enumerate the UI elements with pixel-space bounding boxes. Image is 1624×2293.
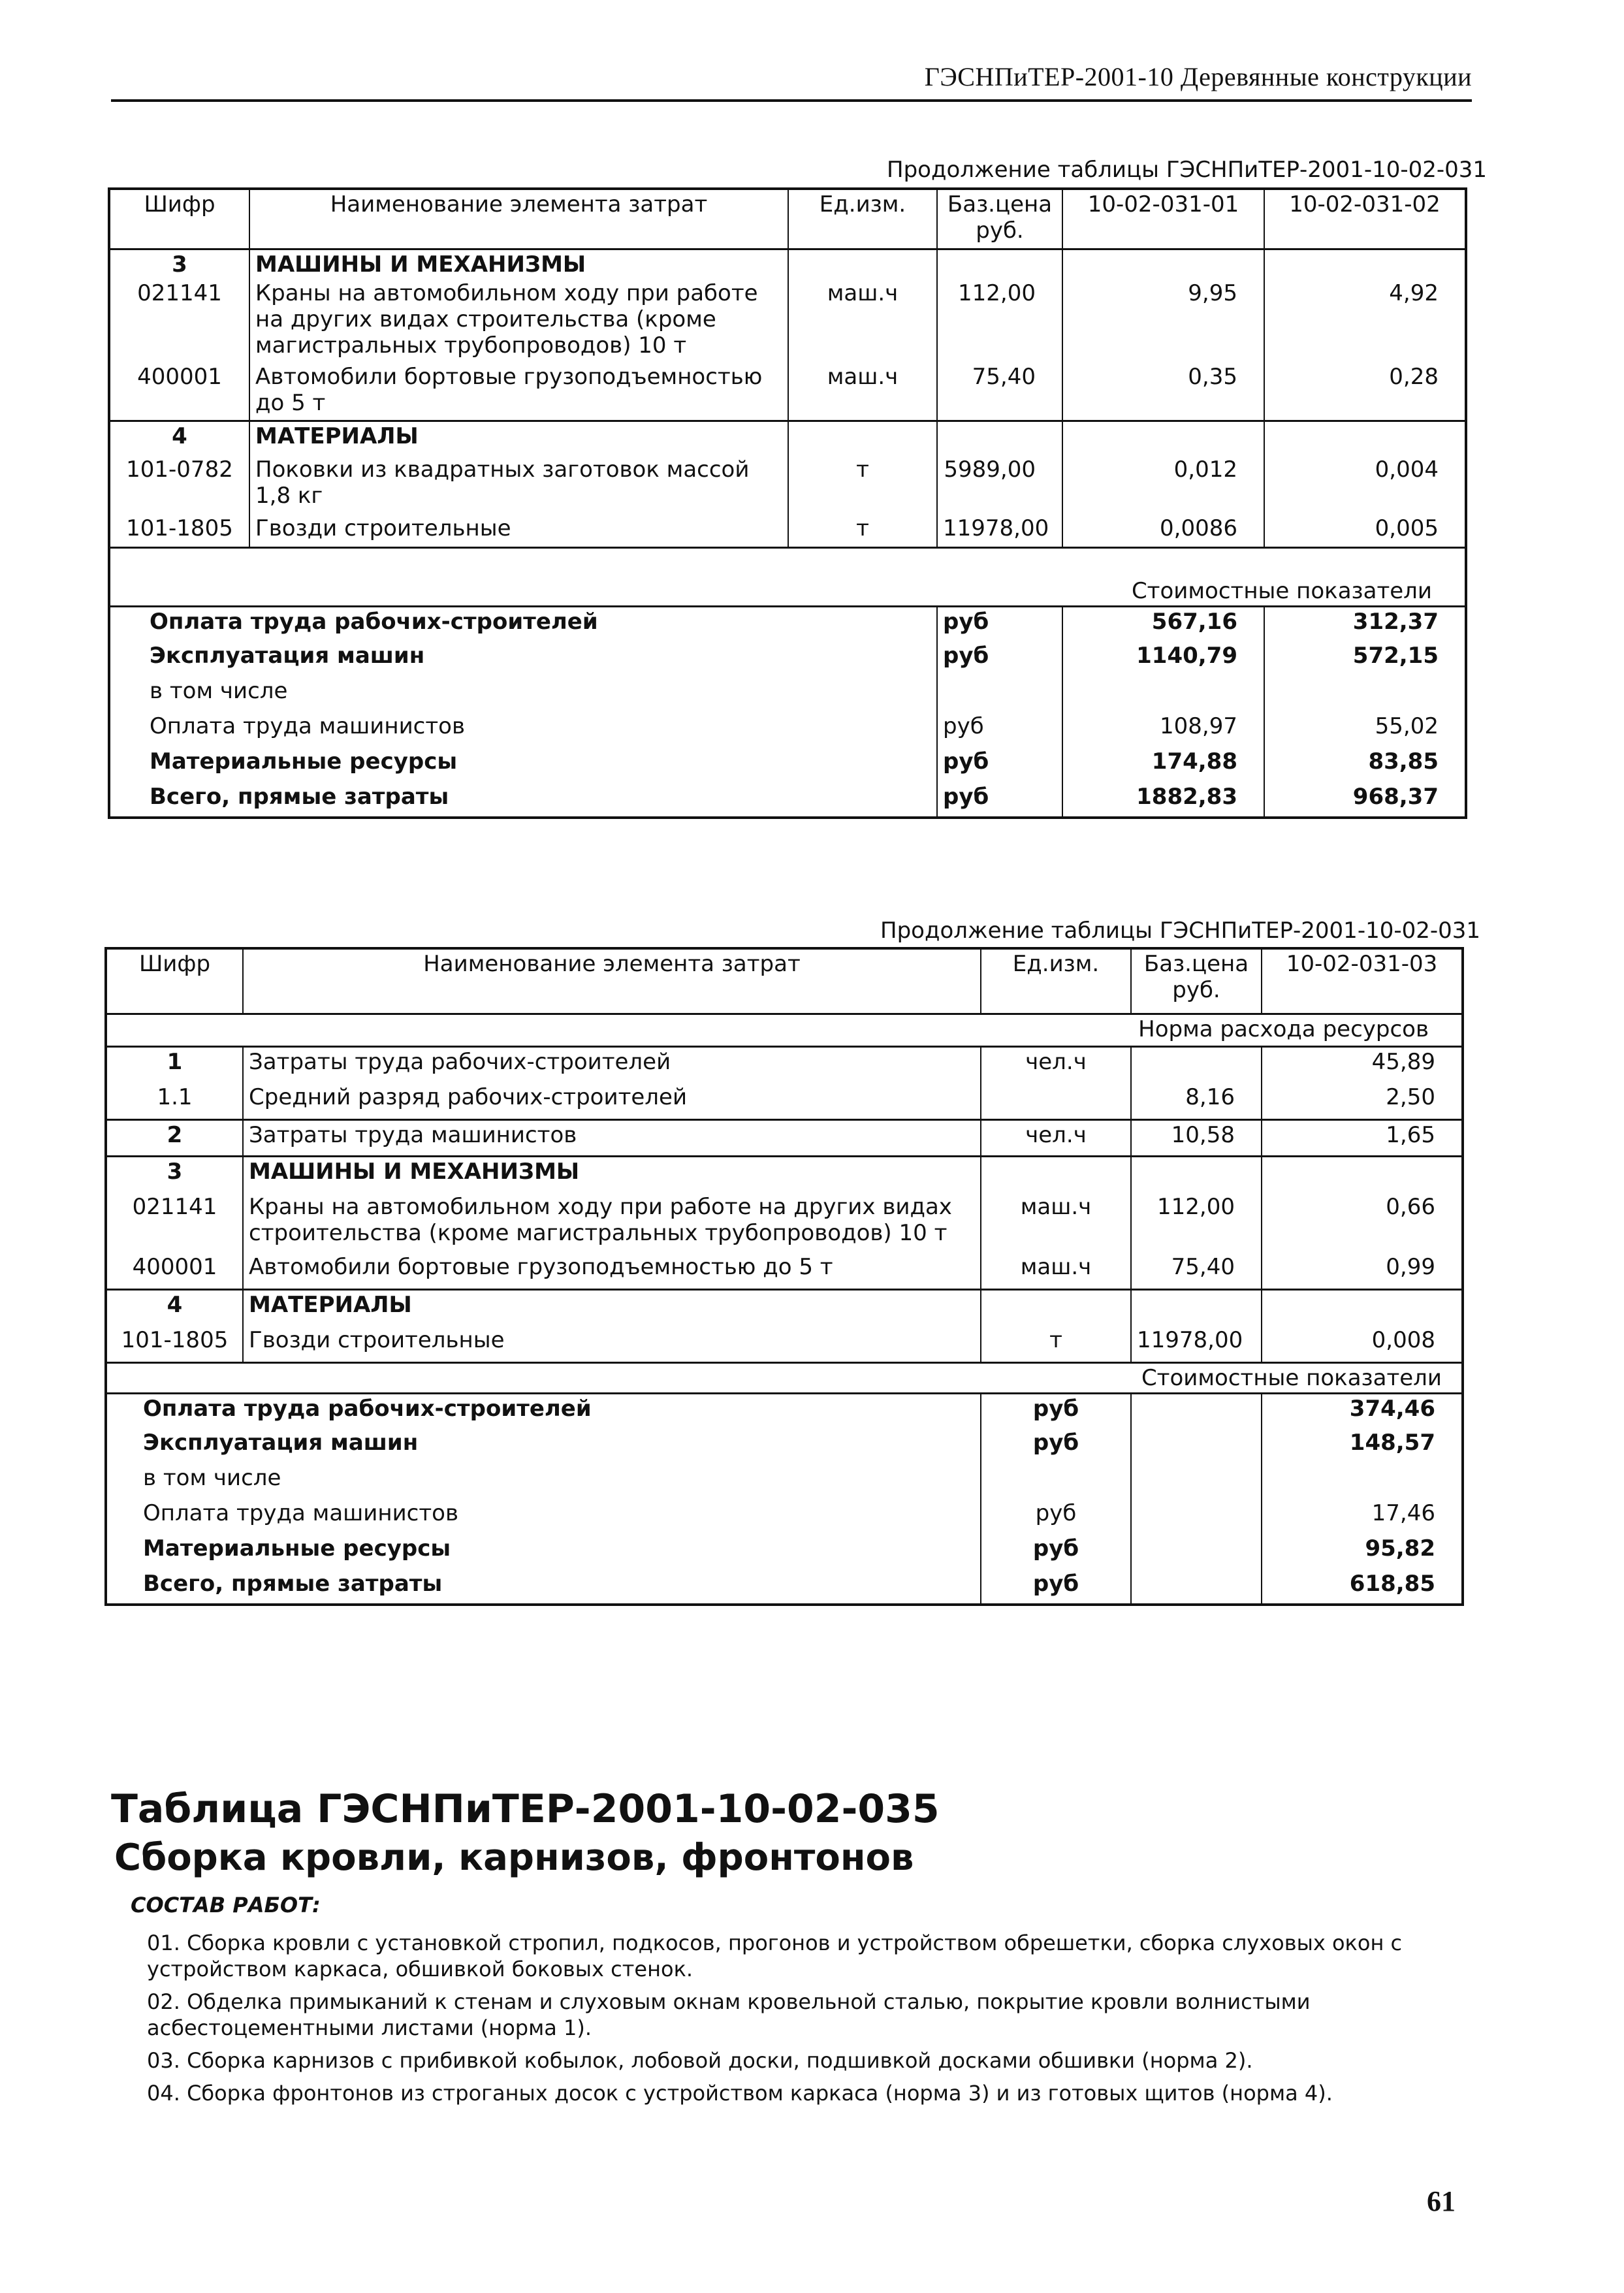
row-unit: т bbox=[981, 1326, 1131, 1362]
totals-empty bbox=[1131, 1534, 1262, 1569]
row-code: 021141 bbox=[106, 1193, 243, 1253]
row-price: 11978,00 bbox=[1131, 1326, 1262, 1362]
row-name: Краны на автомобильном ходу при работе на других видах строительства (кроме магистральных трубопроводов) 10 т bbox=[249, 279, 788, 362]
row-value-01: 9,95 bbox=[1062, 279, 1264, 362]
header-unit: Ед.изм. bbox=[981, 948, 1131, 1014]
header-col-02: 10-02-031-02 bbox=[1264, 189, 1466, 249]
work-item: 02. Обделка примыканий к стенам и слуховым окнам кровельной сталью, покрытие кровли волнистыми асбестоцементными листами (норма 1). bbox=[147, 1989, 1311, 2040]
row-name: Автомобили бортовые грузоподъемностью до 5 т bbox=[243, 1253, 981, 1289]
totals-value-03: 148,57 bbox=[1262, 1428, 1463, 1464]
totals-unit: руб bbox=[981, 1569, 1131, 1605]
totals-label: Оплата труда рабочих-строителей bbox=[106, 1393, 981, 1428]
row-name: Средний разряд рабочих-строителей bbox=[243, 1083, 981, 1119]
totals-value-03: 95,82 bbox=[1262, 1534, 1463, 1569]
section-subtitle: Сборка кровли, карнизов, фронтонов bbox=[114, 1836, 914, 1879]
row-unit: маш.ч bbox=[981, 1193, 1131, 1253]
header-name: Наименование элемента затрат bbox=[243, 948, 981, 1014]
row-code: 101-0782 bbox=[109, 455, 249, 514]
row-name: Гвозди строительные bbox=[249, 514, 788, 548]
row-unit bbox=[981, 1289, 1131, 1326]
totals-value-01: 108,97 bbox=[1062, 712, 1264, 747]
table-row bbox=[106, 1253, 1463, 1289]
totals-unit: руб bbox=[937, 641, 1062, 677]
totals-empty bbox=[1131, 1464, 1262, 1499]
row-name: Затраты труда машинистов bbox=[243, 1119, 981, 1156]
row-value-01 bbox=[1062, 249, 1264, 279]
header-code: Шифр bbox=[109, 189, 249, 249]
totals-row bbox=[106, 1499, 1463, 1534]
row-name: Автомобили бортовые грузоподъемностью до 5 т bbox=[249, 362, 788, 421]
totals-label: Оплата труда машинистов bbox=[106, 1499, 981, 1534]
row-code: 101-1805 bbox=[109, 514, 249, 548]
totals-unit: руб bbox=[937, 712, 1062, 747]
row-unit: маш.ч bbox=[981, 1253, 1131, 1289]
row-price: 8,16 bbox=[1131, 1083, 1262, 1119]
totals-value-02: 968,37 bbox=[1264, 782, 1466, 818]
work-item: 04. Сборка фронтонов из строганых досок с устройством каркаса (норма 3) и из готовых щитов (норма 4). bbox=[147, 2081, 1333, 2106]
totals-unit: руб bbox=[937, 606, 1062, 641]
row-code: 3 bbox=[109, 249, 249, 279]
header-unit: Ед.изм. bbox=[788, 189, 937, 249]
totals-unit: руб bbox=[937, 747, 1062, 782]
row-value-02 bbox=[1264, 249, 1466, 279]
table1-cost-label-row bbox=[109, 577, 1466, 607]
totals-row bbox=[106, 1393, 1463, 1428]
row-value-02: 0,005 bbox=[1264, 514, 1466, 548]
row-price bbox=[1131, 1289, 1262, 1326]
works-heading: СОСТАВ РАБОТ: bbox=[131, 1893, 321, 1917]
totals-label: в том числе bbox=[109, 677, 937, 712]
table-row bbox=[106, 1046, 1463, 1083]
totals-empty bbox=[1131, 1393, 1262, 1428]
totals-value-01: 1140,79 bbox=[1062, 641, 1264, 677]
row-price: 112,00 bbox=[1131, 1193, 1262, 1253]
totals-value-01 bbox=[1062, 677, 1264, 712]
totals-row bbox=[106, 1569, 1463, 1605]
row-name: Затраты труда рабочих-строителей bbox=[243, 1046, 981, 1083]
header-code: Шифр bbox=[106, 948, 243, 1014]
row-value-03: 0,66 bbox=[1262, 1193, 1463, 1253]
table-row bbox=[109, 279, 1466, 362]
row-value-03 bbox=[1262, 1289, 1463, 1326]
totals-label: Материальные ресурсы bbox=[106, 1534, 981, 1569]
totals-row bbox=[106, 1534, 1463, 1569]
row-price bbox=[937, 249, 1062, 279]
row-code: 400001 bbox=[106, 1253, 243, 1289]
totals-label: в том числе bbox=[106, 1464, 981, 1499]
table-row bbox=[109, 421, 1466, 455]
totals-value-02: 572,15 bbox=[1264, 641, 1466, 677]
row-unit bbox=[981, 1156, 1131, 1193]
spacer-cell bbox=[109, 548, 1466, 577]
table-row bbox=[106, 1326, 1463, 1362]
table-row bbox=[109, 514, 1466, 548]
row-name: МАШИНЫ И МЕХАНИЗМЫ bbox=[249, 249, 788, 279]
totals-value-03: 17,46 bbox=[1262, 1499, 1463, 1534]
row-code: 3 bbox=[106, 1156, 243, 1193]
row-price bbox=[1131, 1046, 1262, 1083]
table2-cost-label-row bbox=[106, 1362, 1463, 1393]
table-row bbox=[106, 1193, 1463, 1253]
totals-value-01: 567,16 bbox=[1062, 606, 1264, 641]
table2-header-row bbox=[106, 948, 1463, 1014]
header-price: Баз.цена руб. bbox=[937, 189, 1062, 249]
table-row bbox=[106, 1289, 1463, 1326]
row-unit bbox=[788, 249, 937, 279]
section-title: Таблица ГЭСНПиТЕР-2001-10-02-035 bbox=[111, 1786, 940, 1832]
row-unit: т bbox=[788, 514, 937, 548]
table-row bbox=[106, 1119, 1463, 1156]
header-col-01: 10-02-031-01 bbox=[1062, 189, 1264, 249]
cost-label: Стоимостные показатели bbox=[109, 577, 1466, 607]
row-price: 112,00 bbox=[937, 279, 1062, 362]
totals-value-02: 55,02 bbox=[1264, 712, 1466, 747]
totals-row bbox=[109, 641, 1466, 677]
works-list bbox=[147, 1930, 1453, 2113]
work-item: 01. Сборка кровли с установкой стропил, подкосов, прогонов и устройством обрешетки, сборка слуховых окон с устройством каркаса, обшивкой боковых стенок. bbox=[147, 1931, 1403, 1981]
norm-label: Норма расхода ресурсов bbox=[106, 1014, 1463, 1046]
cost-label: Стоимостные показатели bbox=[106, 1362, 1463, 1393]
row-code: 101-1805 bbox=[106, 1326, 243, 1362]
row-name: МАТЕРИАЛЫ bbox=[243, 1289, 981, 1326]
row-unit: маш.ч bbox=[788, 279, 937, 362]
totals-value-02: 312,37 bbox=[1264, 606, 1466, 641]
table-row bbox=[109, 249, 1466, 279]
totals-unit bbox=[937, 677, 1062, 712]
totals-label: Эксплуатация машин bbox=[106, 1428, 981, 1464]
totals-row bbox=[106, 1428, 1463, 1464]
totals-value-03: 618,85 bbox=[1262, 1569, 1463, 1605]
page-number: 61 bbox=[1427, 2185, 1456, 2217]
row-unit: чел.ч bbox=[981, 1046, 1131, 1083]
totals-label: Оплата труда рабочих-строителей bbox=[109, 606, 937, 641]
totals-unit: руб bbox=[937, 782, 1062, 818]
totals-value-01: 1882,83 bbox=[1062, 782, 1264, 818]
row-value-03: 2,50 bbox=[1262, 1083, 1463, 1119]
totals-value-03 bbox=[1262, 1464, 1463, 1499]
row-unit: чел.ч bbox=[981, 1119, 1131, 1156]
totals-unit: руб bbox=[981, 1499, 1131, 1534]
row-price: 5989,00 bbox=[937, 455, 1062, 514]
row-name: Гвозди строительные bbox=[243, 1326, 981, 1362]
row-code: 400001 bbox=[109, 362, 249, 421]
totals-row bbox=[109, 677, 1466, 712]
row-name: Поковки из квадратных заготовок массой 1,8 кг bbox=[249, 455, 788, 514]
row-value-03: 0,99 bbox=[1262, 1253, 1463, 1289]
row-unit bbox=[981, 1083, 1131, 1119]
totals-value-01: 174,88 bbox=[1062, 747, 1264, 782]
totals-unit: руб bbox=[981, 1428, 1131, 1464]
totals-value-03: 374,46 bbox=[1262, 1393, 1463, 1428]
row-unit bbox=[788, 421, 937, 455]
totals-label: Материальные ресурсы bbox=[109, 747, 937, 782]
table1 bbox=[108, 187, 1467, 819]
row-value-03 bbox=[1262, 1156, 1463, 1193]
table1-spacer bbox=[109, 548, 1466, 577]
header-price: Баз.цена руб. bbox=[1131, 948, 1262, 1014]
row-value-01: 0,0086 bbox=[1062, 514, 1264, 548]
totals-empty bbox=[1131, 1499, 1262, 1534]
row-value-01: 0,012 bbox=[1062, 455, 1264, 514]
row-price: 11978,00 bbox=[937, 514, 1062, 548]
totals-label: Всего, прямые затраты bbox=[106, 1569, 981, 1605]
table-row bbox=[109, 362, 1466, 421]
totals-value-02 bbox=[1264, 677, 1466, 712]
work-item: 03. Сборка карнизов с прибивкой кобылок, лобовой доски, подшивкой досками обшивки (норма 2). bbox=[147, 2048, 1253, 2073]
totals-value-02: 83,85 bbox=[1264, 747, 1466, 782]
row-value-01 bbox=[1062, 421, 1264, 455]
row-value-02: 4,92 bbox=[1264, 279, 1466, 362]
row-value-03: 45,89 bbox=[1262, 1046, 1463, 1083]
row-price: 75,40 bbox=[1131, 1253, 1262, 1289]
row-value-02 bbox=[1264, 421, 1466, 455]
totals-row bbox=[109, 782, 1466, 818]
totals-row bbox=[109, 606, 1466, 641]
totals-unit bbox=[981, 1464, 1131, 1499]
totals-row bbox=[106, 1464, 1463, 1499]
row-price bbox=[1131, 1156, 1262, 1193]
row-value-03: 1,65 bbox=[1262, 1119, 1463, 1156]
table2 bbox=[104, 947, 1464, 1606]
header-text: ГЭСНПиТЕР-2001-10 Деревянные конструкции bbox=[924, 62, 1472, 91]
row-code: 4 bbox=[109, 421, 249, 455]
row-name: МАШИНЫ И МЕХАНИЗМЫ bbox=[243, 1156, 981, 1193]
row-name: Краны на автомобильном ходу при работе на других видах строительства (кроме магистральных трубопроводов) 10 т bbox=[243, 1193, 981, 1253]
row-unit: т bbox=[788, 455, 937, 514]
row-value-02: 0,28 bbox=[1264, 362, 1466, 421]
table-row bbox=[106, 1156, 1463, 1193]
totals-unit: руб bbox=[981, 1534, 1131, 1569]
row-code: 1.1 bbox=[106, 1083, 243, 1119]
row-price: 10,58 bbox=[1131, 1119, 1262, 1156]
row-price bbox=[937, 421, 1062, 455]
row-code: 4 bbox=[106, 1289, 243, 1326]
row-unit: маш.ч bbox=[788, 362, 937, 421]
row-price: 75,40 bbox=[937, 362, 1062, 421]
table2-caption: Продолжение таблицы ГЭСНПиТЕР-2001-10-02-031 bbox=[880, 918, 1481, 944]
totals-row bbox=[109, 712, 1466, 747]
page-header bbox=[111, 60, 1472, 102]
table-row bbox=[109, 455, 1466, 514]
row-name: МАТЕРИАЛЫ bbox=[249, 421, 788, 455]
totals-unit: руб bbox=[981, 1393, 1131, 1428]
row-value-01: 0,35 bbox=[1062, 362, 1264, 421]
table1-header-row bbox=[109, 189, 1466, 249]
row-value-03: 0,008 bbox=[1262, 1326, 1463, 1362]
totals-label: Эксплуатация машин bbox=[109, 641, 937, 677]
row-code: 1 bbox=[106, 1046, 243, 1083]
totals-label: Всего, прямые затраты bbox=[109, 782, 937, 818]
header-name: Наименование элемента затрат bbox=[249, 189, 788, 249]
table2-norm-row bbox=[106, 1014, 1463, 1046]
row-value-02: 0,004 bbox=[1264, 455, 1466, 514]
totals-empty bbox=[1131, 1569, 1262, 1605]
row-code: 021141 bbox=[109, 279, 249, 362]
totals-label: Оплата труда машинистов bbox=[109, 712, 937, 747]
row-code: 2 bbox=[106, 1119, 243, 1156]
table1-caption: Продолжение таблицы ГЭСНПиТЕР-2001-10-02-031 bbox=[887, 157, 1488, 183]
totals-empty bbox=[1131, 1428, 1262, 1464]
totals-row bbox=[109, 747, 1466, 782]
table-row bbox=[106, 1083, 1463, 1119]
header-col-03: 10-02-031-03 bbox=[1262, 948, 1463, 1014]
